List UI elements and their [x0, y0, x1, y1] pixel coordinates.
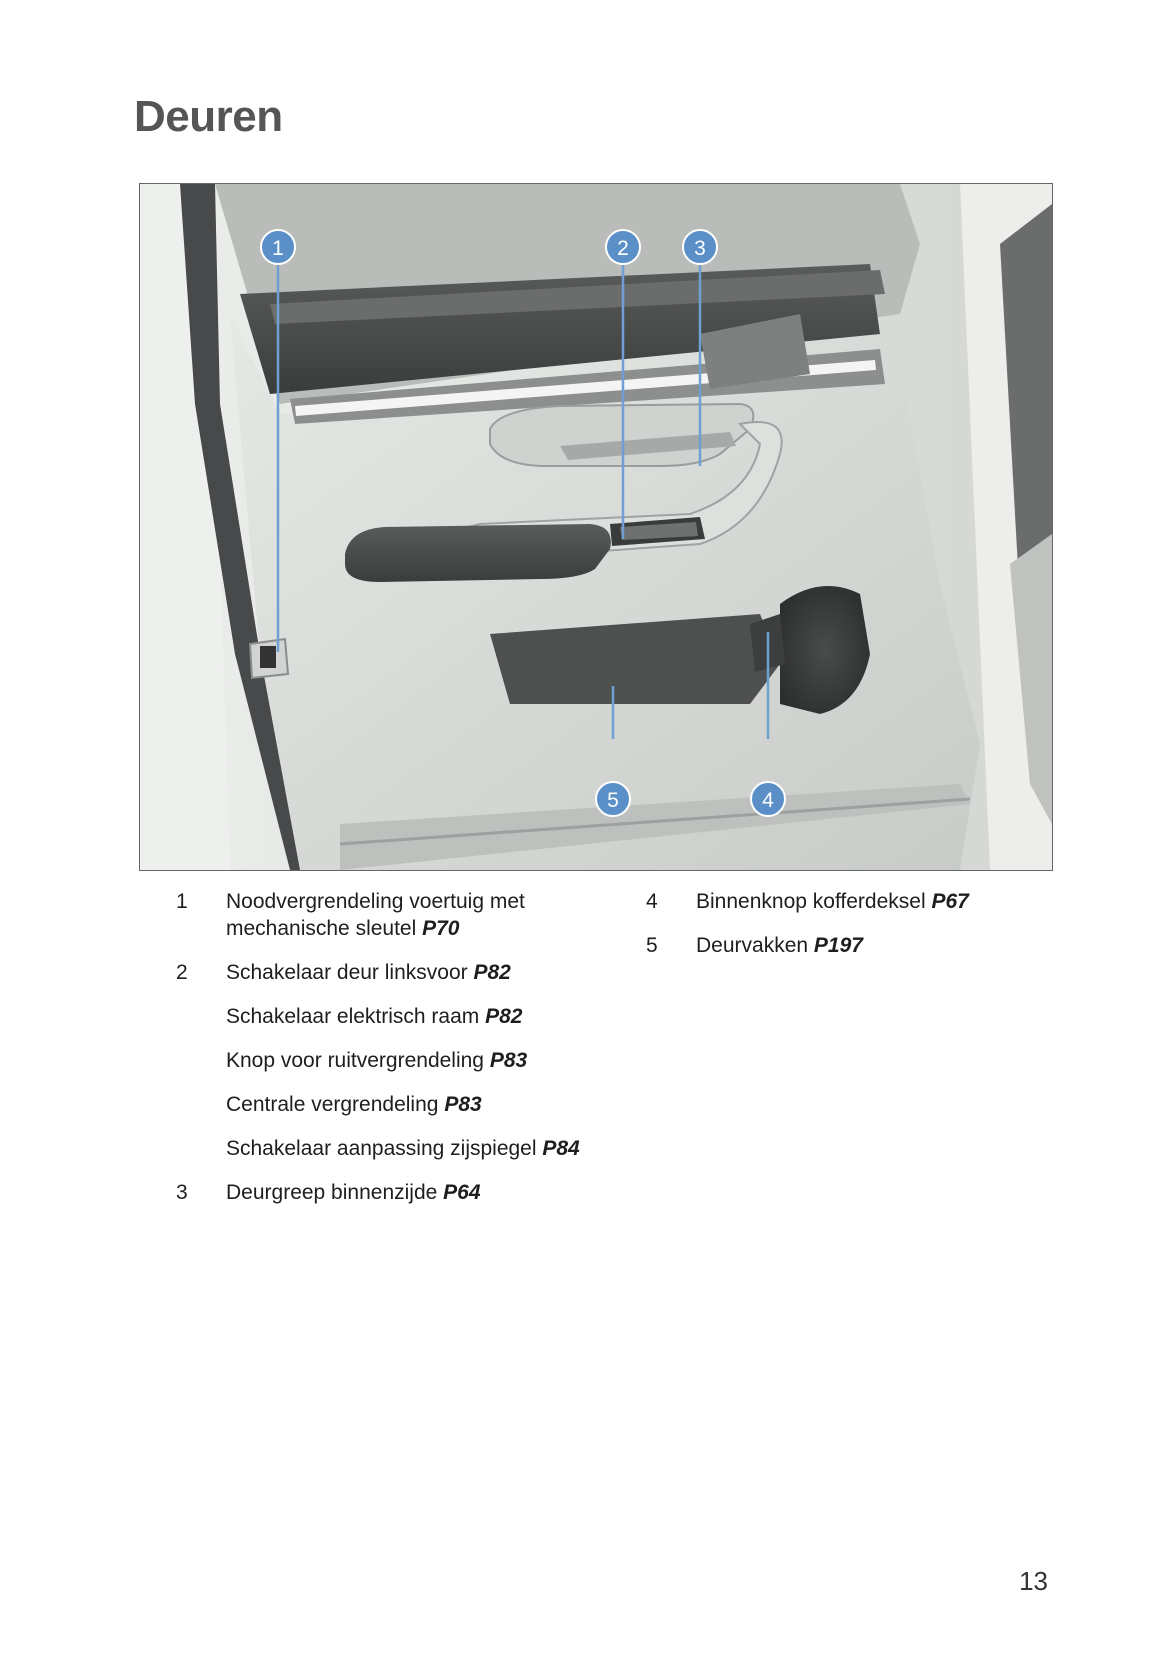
legend-text: Schakelaar deur linksvoor: [226, 961, 468, 984]
legend-number: 5: [646, 934, 658, 957]
page-reference[interactable]: P83: [444, 1093, 482, 1116]
page-reference[interactable]: P70: [422, 917, 460, 940]
page-number: 13: [1019, 1566, 1048, 1596]
legend-item: [640, 932, 1060, 959]
legend-item: [170, 1047, 630, 1074]
callout-3-label: 3: [694, 237, 706, 260]
legend-text: Schakelaar elektrisch raam: [226, 1005, 480, 1028]
legend-item: [170, 888, 630, 942]
legend-text: Binnenknop kofferdeksel: [696, 890, 926, 913]
page-reference[interactable]: P67: [931, 890, 969, 913]
legend-number: 3: [176, 1181, 188, 1204]
legend-item: [170, 1091, 630, 1118]
callout-5-label: 5: [607, 789, 619, 812]
legend-text: Deurgreep binnenzijde: [226, 1181, 438, 1204]
legend-number: 4: [646, 890, 658, 913]
callout-3: [683, 230, 717, 264]
page-reference[interactable]: P82: [473, 961, 511, 984]
door-illustration: [139, 183, 1053, 871]
callout-2: [606, 230, 640, 264]
legend-text: Schakelaar aanpassing zijspiegel: [226, 1137, 537, 1160]
legend-number: 1: [176, 890, 188, 913]
legend-text: Knop voor ruitvergrendeling: [226, 1049, 484, 1072]
legend-right-column: [640, 888, 1060, 976]
callout-4-label: 4: [762, 789, 774, 812]
legend-item: [170, 1179, 630, 1206]
legend-item: [170, 959, 630, 986]
legend-number: 2: [176, 961, 188, 984]
callout-1-label: 1: [272, 237, 284, 260]
legend-item: [640, 888, 1060, 915]
callout-4: [751, 782, 785, 816]
legend-item: [170, 1003, 630, 1030]
page-reference[interactable]: P82: [485, 1005, 523, 1028]
callout-1: [261, 230, 295, 264]
callout-2-label: 2: [617, 237, 629, 260]
page-reference[interactable]: P197: [813, 934, 863, 957]
page-reference[interactable]: P64: [443, 1181, 481, 1204]
page-reference[interactable]: P83: [489, 1049, 528, 1072]
legend-text: Deurvakken: [696, 934, 809, 957]
page-reference[interactable]: P84: [542, 1137, 580, 1160]
legend-text: Noodvergrendeling voertuig met mechanische sleutel: [226, 890, 525, 940]
legend-text: Centrale vergrendeling: [226, 1093, 439, 1116]
legend-item: [170, 1135, 630, 1162]
page-title: Deuren: [134, 92, 283, 141]
legend-left-column: [170, 888, 630, 1223]
callout-5: [596, 782, 630, 816]
